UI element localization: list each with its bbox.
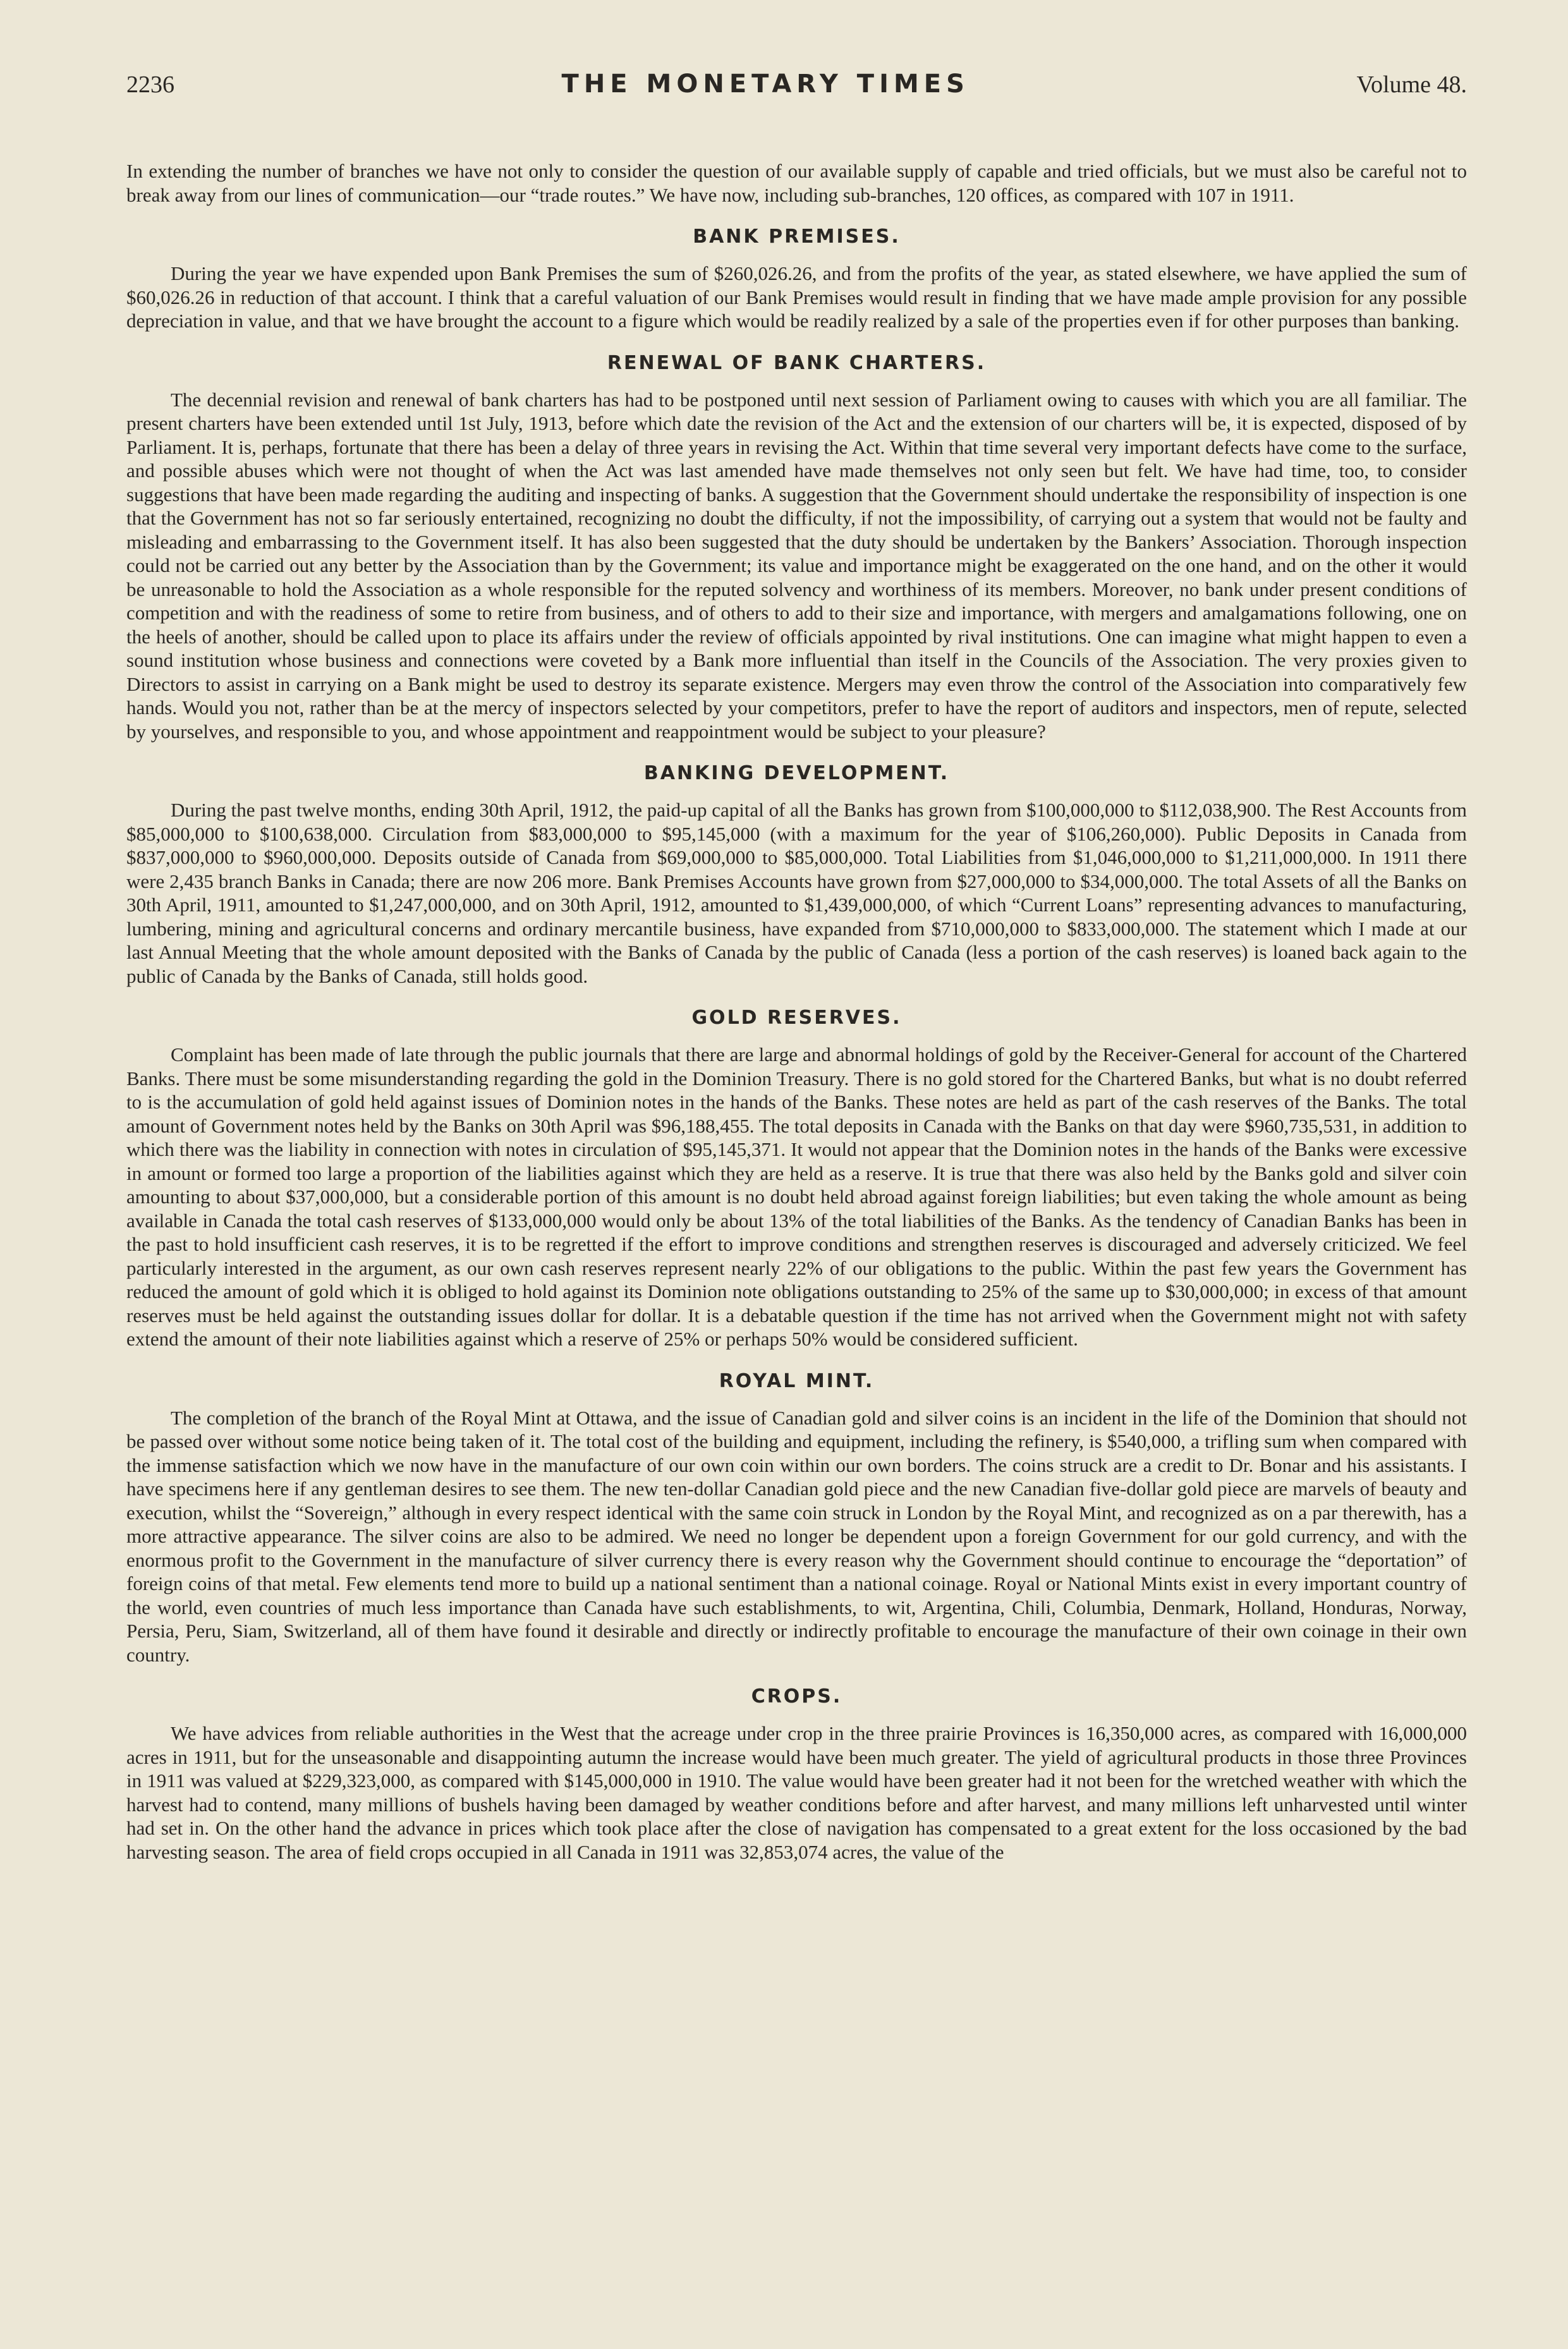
publication-title: THE MONETARY TIMES [561,70,969,99]
page-number: 2236 [126,71,174,98]
section-heading-bank-premises: BANK PREMISES. [693,226,901,248]
page-header [126,70,1467,114]
section-text-banking-development: During the past twelve months, ending 30th April, 1912, the paid-up capital of all the Banks has grown from $100,000,000 to $112,038,900. The Rest Accounts from $85,000,000 to $100,638,000. Circulation from $83,000,000 to $95,145,000 (with a maximum for the year of $106,260,000). Public Deposits in Canada from $837,000,000 to $960,000,000. Deposits outside of Canada from $69,000,000 to $85,000,000. Total Liabilities from $1,046,000,000 to $1,211,000,000. In 1911 there were 2,435 branch Banks in Canada; there are now 206 more. Bank Premises Accounts have grown from $27,000,000 to $34,000,000. The total Assets of all the Banks on 30th April, 1911, amounted to $1,247,000,000, and on 30th April, 1912, amounted to $1,439,000,000, of which “Current Loans” representing advances to manufacturing, lumbering, mining and agricultural concerns and ordinary mercantile business, have expanded from $710,000,000 to $833,000,000. The statement which I made at our last Annual Meeting that the whole amount deposited with the Banks of Canada by the public of Canada (less a portion of the cash reserves) is loaned back again to the public of Canada by the Banks of Canada, still holds good. [126,799,1467,987]
section-heading-banking-development: BANKING DEVELOPMENT. [643,762,950,784]
section-heading-royal-mint: ROYAL MINT. [719,1369,875,1392]
section-heading-renewal-of-bank-charters: RENEWAL OF BANK CHARTERS. [607,351,987,374]
volume-label: Volume 48. [1356,71,1467,98]
section-heading-crops: CROPS. [751,1685,842,1708]
section-text-royal-mint: The completion of the branch of the Royal Mint at Ottawa, and the issue of Canadian gold and silver coins is an incident in the life of the Dominion that should not be passed over without some notice being taken of it. The total cost of the building and equipment, including the refinery, is $540,000, a trifling sum when compared with the immense satisfaction which we now have in the manufacture of our own coin within our own borders. The coins struck are a credit to Dr. Bonar and his assistants. I have specimens here if any gentleman desires to see them. The new ten-dollar Canadian gold piece and the new Canadian five-dollar gold piece are marvels of beauty and execution, whilst the “Sovereign,” although in every respect identical with the same coin struck in London by the Royal Mint, and recognized as on a par therewith, has a more attractive appearance. The silver coins are also to be admired. We need no longer be dependent upon a foreign Government for our gold currency, and with the enormous profit to the Government in the manufacture of silver currency there is every reason why the Government should continue to encourage the “deportation” of foreign coins of that metal. Few elements tend more to build up a national sentiment than a national coinage. Royal or National Mints exist in every important country of the world, even countries of much less importance than Canada have such establishments, to wit, Argentina, Chili, Columbia, Denmark, Holland, Honduras, Norway, Persia, Peru, Siam, Switzerland, all of them have found it desirable and directly or indirectly profitable to encourage the manufacture of their own coinage in their own country. [126,1406,1467,1666]
section-text-bank-premises: During the year we have expended upon Bank Premises the sum of $260,026.26, and from the profits of the year, as stated elsewhere, we have applied the sum of $60,026.26 in reduction of that account. I think that a careful valuation of our Bank Premises would result in finding that we have made ample provision for any possible depreciation in value, and that we have brought the account to a figure which would be readily realized by a sale of the properties even if for other purposes than banking. [126,262,1467,332]
section-text-renewal-of-bank-charters: The decennial revision and renewal of bank charters has had to be postponed until next session of Parliament owing to causes with which you are all familiar. The present charters have been extended until 1st July, 1913, before which date the revision of the Act and the extension of our charters will be, it is expected, disposed of by Parliament. It is, perhaps, fortunate that there has been a delay of three years in revising the Act. Within that time several very important defects have come to the surface, and possible abuses which were not thought of when the Act was last amended have made themselves not only seen but felt. We have had time, too, to consider suggestions that have been made regarding the auditing and inspecting of banks. A suggestion that the Government should undertake the responsibility of inspection is one that the Government has not so far seriously entertained, recognizing no doubt the difficulty, if not the impossibility, of carrying out a system that would not be faulty and misleading and embarrassing to the Government itself. It has also been suggested that the duty should be undertaken by the Bankers’ Association. Thorough inspection could not be carried out any better by the Association than by the Government; its value and importance might be exaggerated on the one hand, and on the other it would be unreasonable to hold the Association as a whole responsible for the reputed solvency and worthiness of its members. Moreover, no bank under present conditions of competition and with the readiness of some to retire from business, and of others to add to their size and importance, with mergers and amalgamations following, one on the heels of another, should be called upon to place its affairs under the review of officials appointed by rival institutions. One can imagine what might happen to even a sound institution whose business and connections were coveted by a Bank more influential than itself in the Councils of the Association. The very proxies given to Directors to assist in carrying on a Bank might be used to destroy its separate existence. Mergers may even throw the control of the Association into comparatively few hands. Would you not, rather than be at the mercy of inspectors selected by your competitors, prefer to have the report of auditors and inspectors, men of repute, selected by yourselves, and responsible to you, and whose appointment and reappointment would be subject to your pleasure? [126,388,1467,743]
intro-paragraph: In extending the number of branches we have not only to consider the question of our available supply of capable and tried officials, but we must also be careful not to break away from our lines of communication—our “trade routes.” We have now, including sub-branches, 120 offices, as compared with 107 in 1911. [126,160,1467,206]
section-text-gold-reserves: Complaint has been made of late through the public journals that there are large and abnormal holdings of gold by the Receiver-General for account of the Chartered Banks. There must be some misunderstanding regarding the gold in the Dominion Treasury. There is no gold stored for the Chartered Banks, but what is no doubt referred to is the accumulation of gold held against issues of Dominion notes in the hands of the Banks. These notes are held as part of the cash reserves of the Banks. The total amount of Government notes held by the Banks on 30th April was $96,188,455. The total deposits in Canada with the Banks on that day were $960,735,531, in addition to which there was the liability in connection with notes in circulation of $95,145,371. It would not appear that the Dominion notes in the hands of the Banks were excessive in amount or formed too large a proportion of the liabilities against which they are held as a reserve. It is true that there was also held by the Banks gold and silver coin amounting to about $37,000,000, but a considerable portion of this amount is no doubt held abroad against foreign liabilities; but even taking the whole amount as being available in Canada the total cash reserves of $133,000,000 would only be about 13% of the total liabilities of the Banks. As the tendency of Canadian Banks has been in the past to hold insufficient cash reserves, it is to be regretted if the effort to improve conditions and strengthen reserves is discouraged and adversely criticized. We feel particularly interested in the argument, as our own cash reserves represent nearly 22% of our obligations to the public. Within the past few years the Government has reduced the amount of gold which it is obliged to hold against its Dominion note obligations outstanding to 25% of the same up to $30,000,000; in excess of that amount reserves must be held against the outstanding issues dollar for dollar. It is a debatable question if the time has not arrived when the Government might not with safety extend the amount of their note liabilities against which a reserve of 25% or perhaps 50% would be considered sufficient. [126,1043,1467,1350]
section-text-crops: We have advices from reliable authorities in the West that the acreage under crop in the three prairie Provinces is 16,350,000 acres, as compared with 16,000,000 acres in 1911, but for the unseasonable and disappointing autumn the increase would have been much greater. The yield of agricultural products in those three Provinces in 1911 was valued at $229,323,000, as compared with $145,000,000 in 1910. The value would have been greater had it not been for the wretched weather with which the harvest had to contend, many millions of bushels having been damaged by weather conditions before and after harvest, and many millions left unharvested until winter had set in. On the other hand the advance in prices which took place after the close of navigation has compensated to a great extent for the loss occasioned by the bad harvesting season. The area of field crops occupied in all Canada in 1911 was 32,853,074 acres, the value of the [126,1722,1467,1863]
section-heading-gold-reserves: GOLD RESERVES. [691,1007,902,1029]
